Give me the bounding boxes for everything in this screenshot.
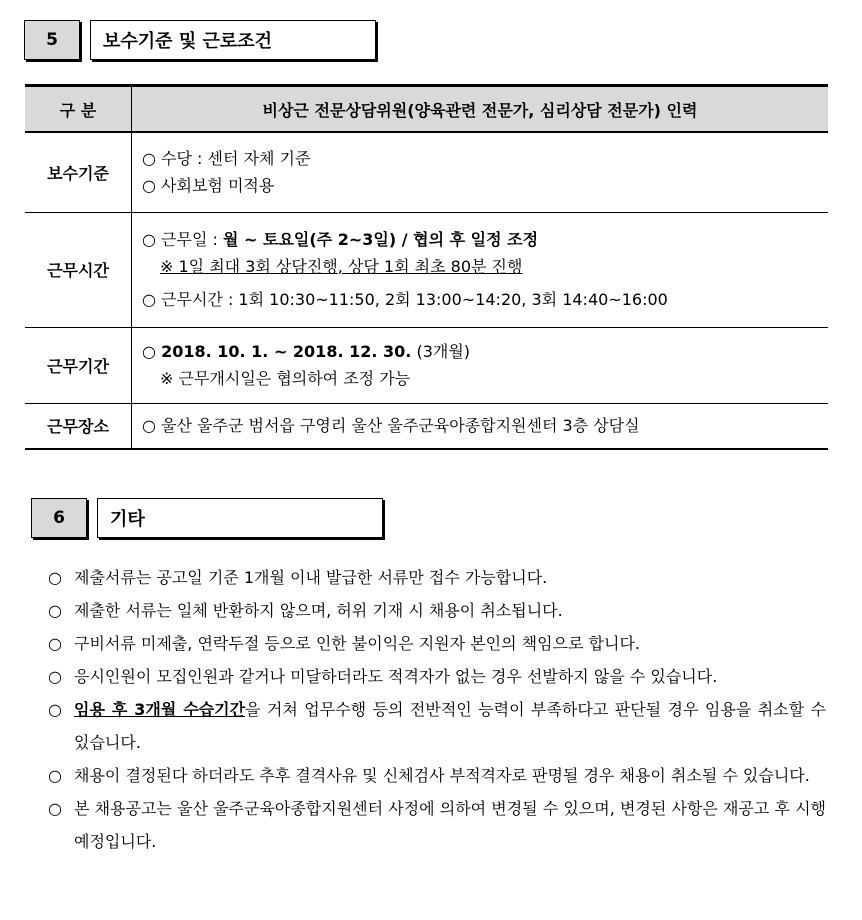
row-label: 근무장소 [25, 403, 132, 449]
header-value-cell: 비상근 전문상담위원(양육관련 전문가, 심리상담 전문가) 인력 [132, 86, 829, 133]
bullet: ○ [48, 634, 62, 653]
section-5-header [24, 20, 376, 60]
period-note: ※ 근무개시일은 협의하여 조정 가능 [160, 369, 411, 388]
bullet: ○ [48, 799, 62, 818]
row-label: 근무시간 [25, 212, 132, 327]
list-item [48, 693, 826, 759]
bullet: ○ [142, 342, 156, 361]
table-row [25, 327, 828, 403]
period-duration: (3개월) [411, 342, 471, 361]
item-text: 을 거쳐 업무수행 등의 전반적인 능력이 부족하다고 판단될 경우 임용을 취소할 수 있습니다. [74, 700, 826, 752]
header-label-cell: 구 분 [25, 86, 132, 133]
period-dates: 2018. 10. 1. ~ 2018. 12. 30. [161, 342, 412, 361]
bullet: ○ [48, 568, 62, 587]
conditions-table [25, 84, 828, 450]
pay-line: ○ 사회보험 미적용 [142, 176, 275, 196]
bullet: ○ [48, 700, 62, 719]
list-item [48, 561, 826, 594]
row-content [132, 212, 829, 327]
section-title: 보수기준 및 근로조건 [90, 20, 376, 60]
workday-prefix: ○ 근무일 : [142, 230, 223, 249]
section-number: 5 [24, 20, 80, 60]
row-label: 보수기준 [25, 132, 132, 212]
list-item [48, 660, 826, 693]
session-note: ※ 1일 최대 3회 상담진행, 상담 1회 최초 80분 진행 [160, 257, 523, 276]
notice-list [48, 561, 826, 858]
probation-emphasis: 임용 후 3개월 수습기간 [74, 700, 246, 719]
item-text: 채용이 결정된다 하더라도 추후 결격사유 및 신체검사 부적격자로 판명될 경우 채용이 취소될 수 있습니다. [74, 766, 810, 785]
section-6-header [31, 498, 383, 538]
item-text: 응시인원이 모집인원과 같거나 미달하더라도 적격자가 없는 경우 선발하지 않을 수 있습니다. [74, 667, 718, 686]
section-title: 기타 [97, 498, 383, 538]
item-text: 본 채용공고는 울산 울주군육아종합지원센터 사정에 의하여 변경될 수 있으며, 변경된 사항은 재공고 후 시행 예정입니다. [74, 799, 826, 851]
workday-schedule: 월 ~ 토요일(주 2~3일) / 협의 후 일정 조정 [222, 230, 539, 249]
row-content [132, 327, 829, 403]
bullet: ○ [48, 766, 62, 785]
pay-line: ○ 수당 : 센터 자체 기준 [142, 149, 311, 169]
hours-line: ○ 근무시간 : 1회 10:30~11:50, 2회 13:00~14:20, 3회 14:40~16:00 [142, 290, 668, 309]
period-line [142, 338, 818, 365]
row-content [132, 132, 829, 212]
place-line: ○ 울산 울주군 범서읍 구영리 울산 울주군육아종합지원센터 3층 상담실 [142, 416, 640, 436]
workday-line [142, 226, 818, 253]
section-number: 6 [31, 498, 87, 538]
table-row [25, 403, 828, 449]
list-item [48, 594, 826, 627]
table-row [25, 212, 828, 327]
row-content [132, 403, 829, 449]
list-item [48, 627, 826, 660]
row-label: 근무기간 [25, 327, 132, 403]
table-row [25, 132, 828, 212]
item-text: 제출한 서류는 일체 반환하지 않으며, 허위 기재 시 채용이 취소됩니다. [74, 601, 563, 620]
bullet: ○ [48, 601, 62, 620]
table-header-row [25, 86, 828, 133]
item-text: 제출서류는 공고일 기준 1개월 이내 발급한 서류만 접수 가능합니다. [74, 568, 548, 587]
bullet: ○ [48, 667, 62, 686]
list-item [48, 759, 826, 792]
item-text: 구비서류 미제출, 연락두절 등으로 인한 불이익은 지원자 본인의 책임으로 합니다. [74, 634, 640, 653]
list-item [48, 792, 826, 858]
